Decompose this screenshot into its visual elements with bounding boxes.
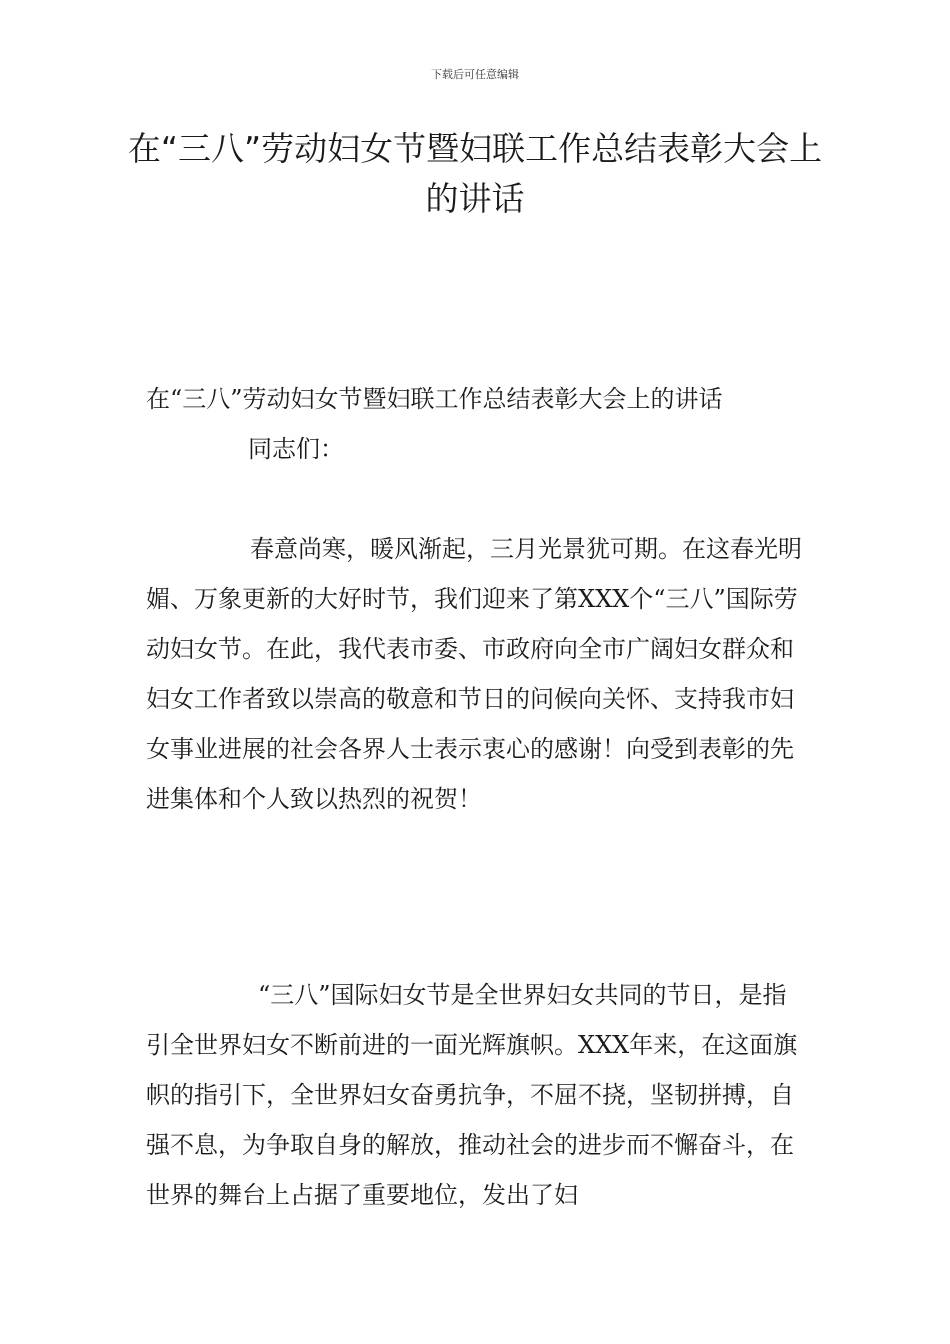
paragraph: 春意尚寒，暖风渐起，三月光景犹可期。在这春光明媚、万象更新的大好时节，我们迎来了第XXX个“三八”国际劳动妇女节。在此，我代表市委、市政府向全市广阔妇女群众和妇女工作者致以崇高的敬意和节日的问候向关怀、支持我市妇女事业进展的社会各界人士表示衷心的感谢！向受到表彰的先进集体和个人致以热烈的祝贺！	[146, 535, 802, 813]
header-note: 下载后可任意编辑	[431, 68, 519, 81]
document-title: 在“三八”劳动妇女节暨妇联工作总结表彰大会上的讲话	[127, 129, 823, 218]
salutation: 同志们：	[248, 435, 344, 463]
paragraph: “三八”国际妇女节是全世界妇女共同的节日，是指引全世界妇女不断前进的一面光辉旗帜。XXX年来，在这面旗帜的指引下，全世界妇女奋勇抗争，不屈不挠，坚韧拼搏，自强不息，为争取自身的解放，推动社会的进步而不懈奋斗，在世界的舞台上占据了重要地位，发出了妇	[146, 981, 798, 1209]
subtitle-line: 在“三八”劳动妇女节暨妇联工作总结表彰大会上的讲话	[146, 385, 723, 413]
